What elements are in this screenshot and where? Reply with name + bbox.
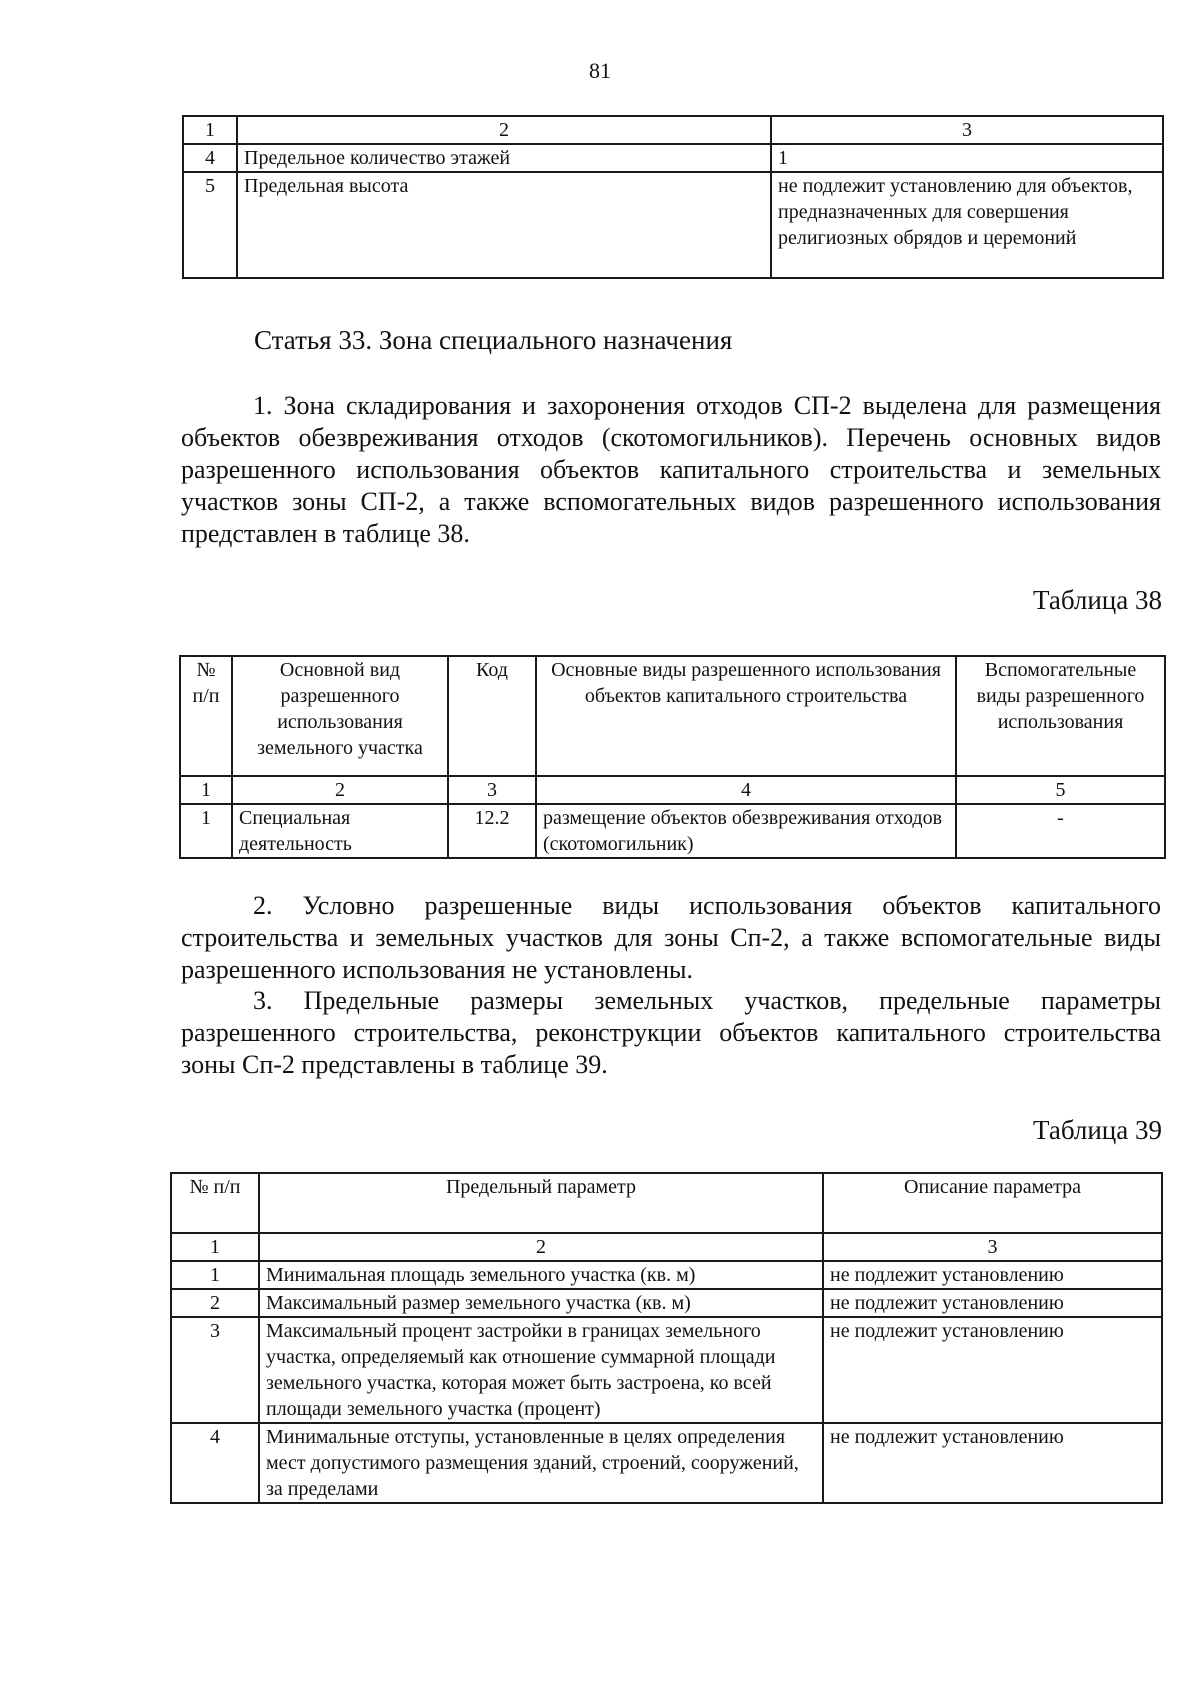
row-number: 5 xyxy=(183,172,237,278)
table-39 xyxy=(170,1172,1163,1504)
table-header-row xyxy=(183,116,1163,144)
row-number: 4 xyxy=(183,144,237,172)
header-cell: Описание параметра xyxy=(823,1173,1162,1233)
code-cell: 12.2 xyxy=(448,804,536,858)
continued-table xyxy=(182,115,1164,279)
page-number: 81 xyxy=(589,58,611,83)
column-number-row xyxy=(171,1233,1162,1261)
table-row xyxy=(171,1317,1162,1423)
header-cell: Основные виды разрешенного использования объектов капитального строительства xyxy=(536,656,956,776)
table-row xyxy=(180,804,1165,858)
column-number: 1 xyxy=(171,1233,259,1261)
header-cell: Код xyxy=(448,656,536,776)
value-cell: 1 xyxy=(771,144,1163,172)
desc-cell: не подлежит установлению xyxy=(823,1261,1162,1289)
column-number: 2 xyxy=(259,1233,823,1261)
param-cell: Минимальная площадь земельного участка (кв. м) xyxy=(259,1261,823,1289)
param-cell: Предельное количество этажей xyxy=(237,144,771,172)
header-cell: Предельный параметр xyxy=(259,1173,823,1233)
table-row xyxy=(171,1261,1162,1289)
row-number: 2 xyxy=(171,1289,259,1317)
table-38 xyxy=(179,655,1166,859)
header-cell: Основной вид разрешенного использования земельного участка xyxy=(232,656,448,776)
column-number: 3 xyxy=(823,1233,1162,1261)
column-number-row xyxy=(180,776,1165,804)
table-header-row xyxy=(180,656,1165,776)
paragraph-2: 2. Условно разрешенные виды использования объектов капитального строительства и земельных участков для зоны Сп-2, а также вспомогательные виды разрешенного использования не установлены. xyxy=(181,891,1161,984)
header-cell: 3 xyxy=(771,116,1163,144)
header-cell: № п/п xyxy=(171,1173,259,1233)
row-number: 1 xyxy=(171,1261,259,1289)
param-cell: Максимальный размер земельного участка (кв. м) xyxy=(259,1289,823,1317)
value-cell: не подлежит установлению для объектов, предназначенных для совершения религиозных обрядов и церемоний xyxy=(771,172,1163,278)
article-heading: Статья 33. Зона специального назначения xyxy=(254,325,733,355)
capital-type-cell: размещение объектов обезвреживания отходов (скотомогильник) xyxy=(536,804,956,858)
desc-cell: не подлежит установлению xyxy=(823,1317,1162,1423)
table-39-caption: Таблица 39 xyxy=(1033,1115,1162,1145)
param-cell: Предельная высота xyxy=(237,172,771,278)
header-cell: № п/п xyxy=(180,656,232,776)
table-38-caption: Таблица 38 xyxy=(1033,585,1162,615)
column-number: 1 xyxy=(180,776,232,804)
table-row xyxy=(183,144,1163,172)
header-cell: 2 xyxy=(237,116,771,144)
column-number: 2 xyxy=(232,776,448,804)
paragraph-1: 1. Зона складирования и захоронения отходов СП-2 выделена для размещения объектов обезвреживания отходов (скотомогильников). Перечень основных видов разрешенного использования объектов капитального строительства и земельных участков зоны СП-2, а также вспомогательных видов разрешенного использования представлен в таблице 38. xyxy=(181,391,1161,548)
row-number: 4 xyxy=(171,1423,259,1503)
table-row xyxy=(171,1423,1162,1503)
desc-cell: не подлежит установлению xyxy=(823,1289,1162,1317)
row-number: 1 xyxy=(180,804,232,858)
table-header-row xyxy=(171,1173,1162,1233)
row-number: 3 xyxy=(171,1317,259,1423)
main-type-cell: Специальная деятельность xyxy=(232,804,448,858)
param-cell: Максимальный процент застройки в границах земельного участка, определяемый как отношение суммарной площади земельного участка, которая может быть застроена, ко всей площади земельного участка (процент) xyxy=(259,1317,823,1423)
desc-cell: не подлежит установлению xyxy=(823,1423,1162,1503)
header-cell: 1 xyxy=(183,116,237,144)
header-cell: Вспомогательные виды разрешенного использования xyxy=(956,656,1165,776)
table-row xyxy=(171,1289,1162,1317)
column-number: 3 xyxy=(448,776,536,804)
paragraph-3: 3. Предельные размеры земельных участков, предельные параметры разрешенного строительства, реконструкции объектов капитального строительства зоны Сп-2 представлены в таблице 39. xyxy=(181,986,1161,1079)
auxiliary-type-cell: - xyxy=(956,804,1165,858)
table-row xyxy=(183,172,1163,278)
column-number: 4 xyxy=(536,776,956,804)
column-number: 5 xyxy=(956,776,1165,804)
param-cell: Минимальные отступы, установленные в целях определения мест допустимого размещения зданий, строений, сооружений, за пределами xyxy=(259,1423,823,1503)
